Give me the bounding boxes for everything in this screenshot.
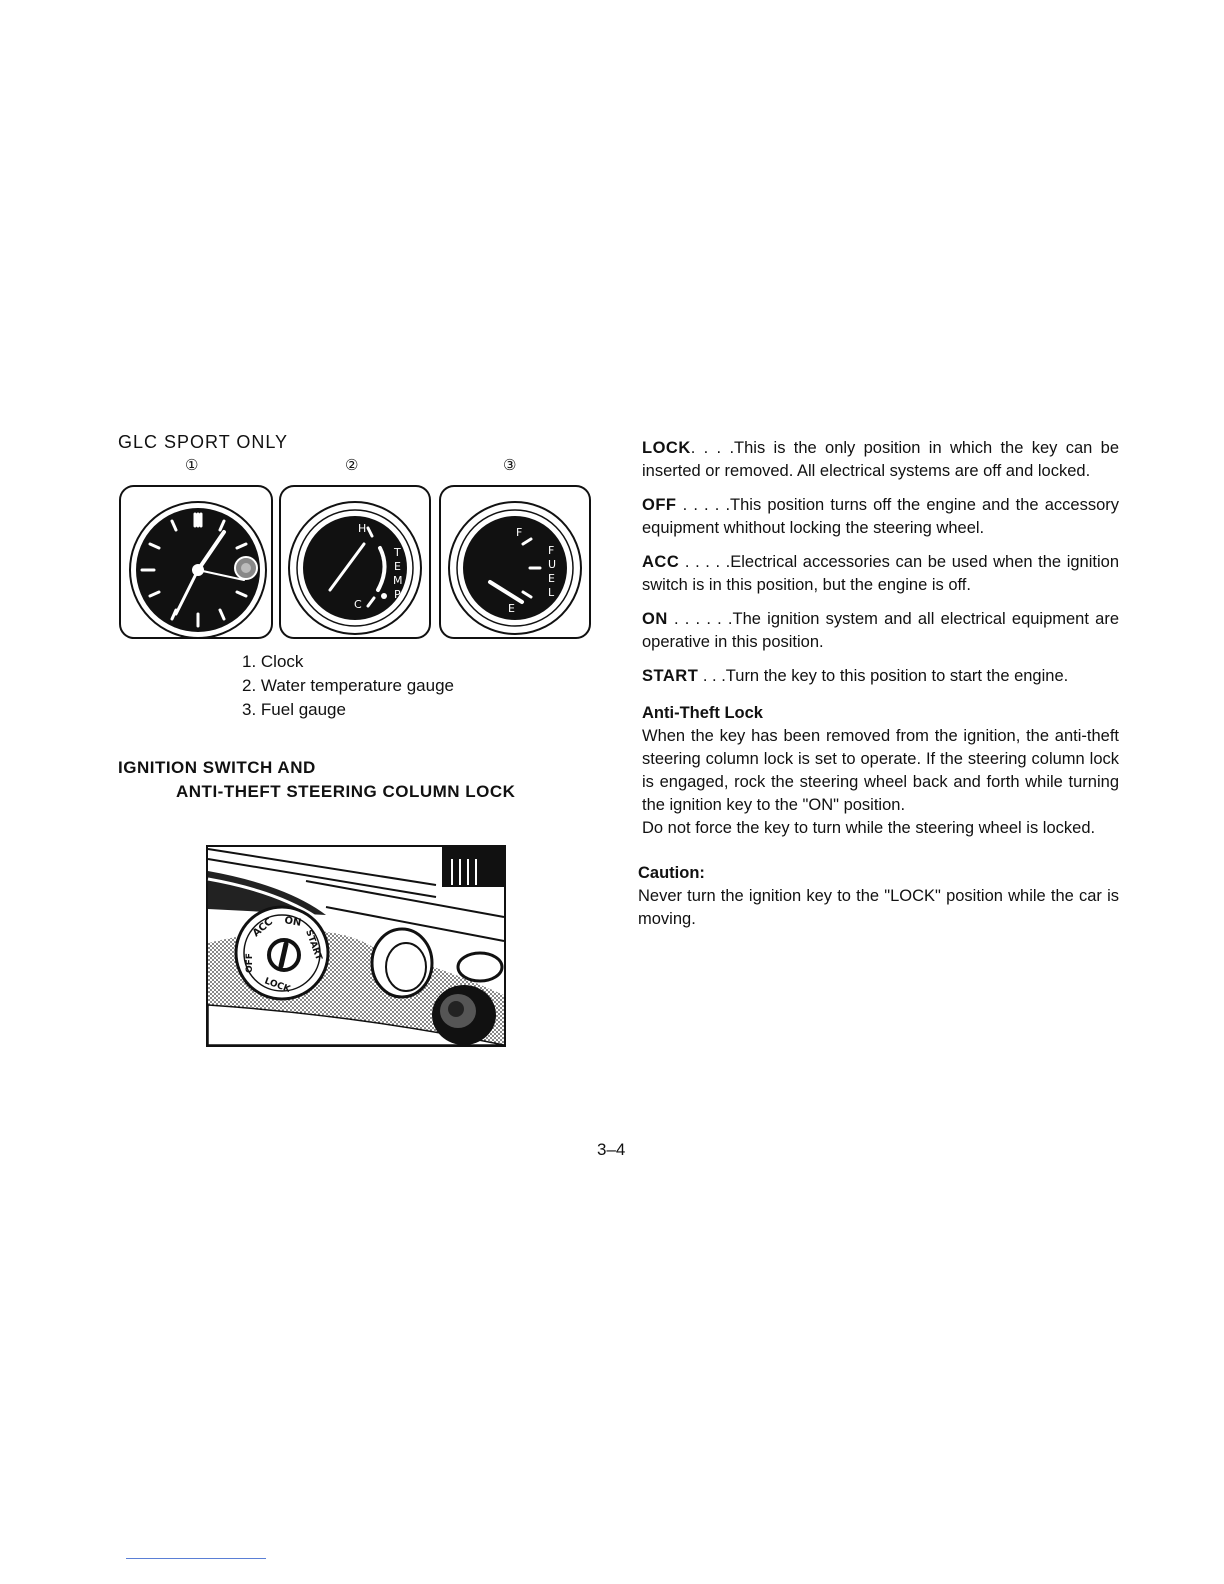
position-lock-key: LOCK — [642, 439, 691, 457]
temp-word-p: P — [394, 588, 401, 601]
temperature-gauge-icon — [280, 486, 430, 638]
ignition-title-line2: ANTI-THEFT STEERING COLUMN LOCK — [176, 782, 516, 801]
temp-word-t: T — [394, 546, 401, 559]
switch-label-off: OFF — [245, 953, 255, 973]
position-off-text: This position turns off the engine and the accessory equipment whithout locking the steering wheel. — [642, 496, 1119, 537]
fuel-gauge-icon — [440, 486, 590, 638]
ignition-positions-column — [638, 437, 1120, 942]
anti-theft-heading: Anti-Theft Lock — [642, 704, 763, 722]
position-acc-key: ACC — [642, 553, 680, 571]
switch-label-on: ON — [283, 915, 303, 929]
gauge-number-2: ② — [345, 456, 359, 474]
position-on — [642, 608, 1119, 654]
position-lock-dots: . . . . — [690, 439, 735, 457]
switch-label-start: START — [303, 928, 324, 962]
gauge-number-1: ① — [185, 456, 199, 474]
switch-label-acc: ACC — [250, 916, 276, 940]
fuel-empty-label: E — [508, 602, 515, 615]
fuel-word-e: E — [548, 572, 555, 585]
fuel-word-l: L — [548, 586, 555, 599]
anti-theft-para1: When the key has been removed from the ignition, the anti-theft steering column lock is set to operate. If the steering column lock is engaged, rock the steering wheel back and forth while turning the ignition key to the "ON" position. — [642, 727, 1119, 814]
position-acc-text: Electrical accessories can be used when the ignition switch is in this position, but the engine is off. — [642, 553, 1120, 594]
fuel-word-f: F — [548, 544, 555, 557]
position-on-text: The ignition system and all electrical equipment are operative in this position. — [642, 610, 1119, 651]
position-on-key: ON — [642, 610, 668, 628]
position-start-dots: . . . — [698, 667, 726, 685]
temp-word-m: M — [393, 574, 403, 587]
caption-fuel: 3. Fuel gauge — [242, 700, 346, 719]
caution-text: Never turn the ignition key to the "LOCK" position while the car is moving. — [638, 887, 1119, 928]
ignition-key-switch-icon — [236, 907, 328, 999]
ignition-switch-illustration — [206, 845, 506, 1047]
sport-section-title: GLC SPORT ONLY — [118, 432, 289, 452]
position-lock-text: This is the only position in which the key can be inserted or removed. All electrical systems are off and locked. — [642, 439, 1119, 480]
switch-label-lock: LOCK — [262, 976, 292, 995]
position-start-text: Turn the key to this position to start the engine. — [725, 667, 1069, 685]
position-start-key: START — [642, 667, 699, 685]
anti-theft-para2: Do not force the key to turn while the steering wheel is locked. — [642, 819, 1096, 837]
footer-rule — [126, 1558, 266, 1559]
gauge-cluster-illustration — [118, 484, 592, 642]
position-off — [642, 494, 1119, 540]
clock-icon — [120, 486, 272, 638]
ignition-title-line1: IGNITION SWITCH AND — [118, 758, 316, 777]
caution-heading: Caution: — [638, 864, 705, 882]
position-start — [642, 665, 1119, 688]
fuel-full-label: F — [516, 526, 523, 539]
position-lock — [642, 437, 1119, 483]
position-off-dots: . . . . . — [676, 496, 731, 514]
caution-block — [638, 862, 1119, 931]
temp-cold-label: C — [354, 598, 362, 611]
page-number: 3–4 — [597, 1140, 626, 1159]
position-off-key: OFF — [642, 496, 677, 514]
caption-water-temp: 2. Water temperature gauge — [242, 676, 454, 695]
caption-clock: 1. Clock — [242, 652, 304, 671]
temp-word-e: E — [394, 560, 401, 573]
position-on-dots: . . . . . . — [667, 610, 733, 628]
temp-hot-label: H — [358, 522, 367, 535]
gauge-number-3: ③ — [503, 456, 517, 474]
fuel-word-u: U — [548, 558, 557, 571]
position-acc — [642, 551, 1119, 597]
gauge-captions — [242, 650, 454, 722]
position-acc-dots: . . . . . — [679, 553, 731, 571]
